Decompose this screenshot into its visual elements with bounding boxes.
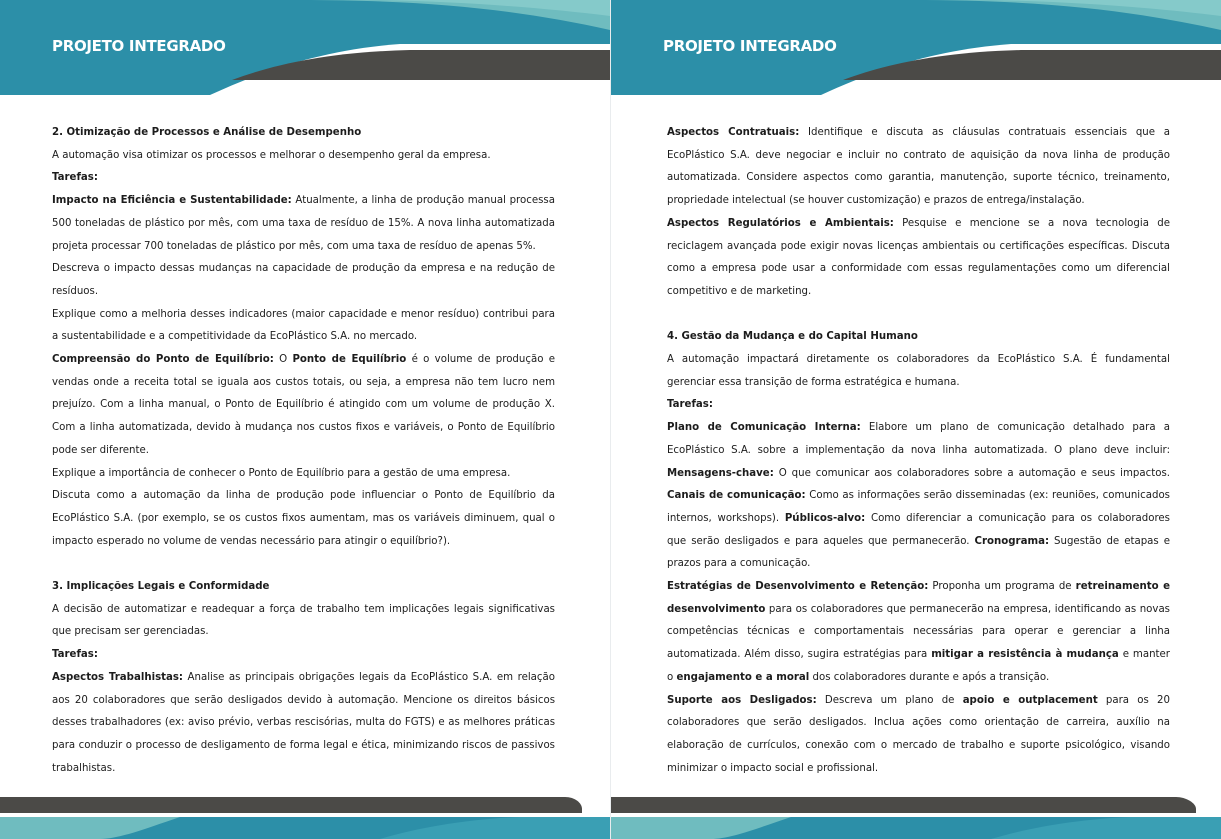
paragraph: Aspectos Contratuais: Identifique e discuta as cláusulas contratuais essenciais que a EcoPlástico S.A. deve negociar e incluir no contrato de aquisição da nova linha de produção automatizada. Considere aspectos como garantia, manutenção, suporte técnico, treinamento, propriedade intelectual (se houver customização) e prazos de entrega/instalação. [667, 127, 1170, 207]
header-title: PROJETO INTEGRADO [663, 37, 837, 55]
paragraph-spacer [52, 553, 555, 576]
paragraph: A automação impactará diretamente os colaboradores da EcoPlástico S.A. É fundamental gerenciar essa transição de forma estratégica e humana. [667, 354, 1170, 388]
page-body [667, 122, 1170, 780]
section-heading: 2. Otimização de Processos e Análise de Desempenho [52, 127, 362, 138]
tasks-label: Tarefas: [667, 399, 713, 411]
header-title: PROJETO INTEGRADO [52, 37, 226, 55]
paragraph-spacer [667, 304, 1170, 327]
section-heading: 3. Implicações Legais e Conformidade [52, 581, 270, 593]
paragraph: Aspectos Regulatórios e Ambientais: Pesquise e mencione se a nova tecnologia de reciclagem avançada pode exigir novas licenças ambientais ou certificações específicas. Discuta como a empresa pode usar a conformidade com essas regulamentações como um diferencial competitivo e de marketing. [667, 217, 1170, 297]
paragraph: Suporte aos Desligados: Descreva um plano de apoio e outplacement para os 20 colaboradores que serão desligados. Inclua ações como orientação de carreira, auxílio na elaboração de currículos, conexão com o mercado de trabalho e suporte psicológico, visando minimizar o impacto social e profissional. [667, 694, 1170, 774]
paragraph: Plano de Comunicação Interna: Elabore um plano de comunicação detalhado para a EcoPlástico S.A. sobre a implementação da nova linha automatizada. O plano deve incluir: Mensagens-chave: O que comunicar aos colaboradores sobre a automação e seus impactos. Canais de comunicação: Como as informações serão disseminadas (ex: reuniões, comunicados internos, workshops). Públicos-alvo: Como diferenciar a comunicação para os colaboradores que serão desligados e para aqueles que permanecerão. Cronograma: Sugestão de etapas e prazos para a comunicação. [667, 422, 1171, 570]
tasks-label: Tarefas: [52, 172, 98, 184]
document-page-right [611, 0, 1221, 839]
paragraph: Discuta como a automação da linha de produção pode influenciar o Ponto de Equilíbrio da EcoPlástico S.A. (por exemplo, se os custos fixos aumentam, mas os variáveis diminuem, qual o impacto esperado no volume de vendas necessário para atingir o equilíbrio?). [52, 490, 555, 547]
paragraph: Estratégias de Desenvolvimento e Retenção: Proponha um programa de retreinamento e desenvolvimento para os colaboradores que permanecerão na empresa, identificando as novas competências técnicas e comportamentais necessárias para operar e gerenciar a linha automatizada. Além disso, sugira estratégias para mitigar a resistência à mudança e manter o engajamento e a moral dos colaboradores durante e após a transição. [667, 581, 1170, 683]
paragraph: A decisão de automatizar e readequar a força de trabalho tem implicações legais significativas que precisam ser gerenciadas. [52, 603, 555, 638]
paragraph: A automação visa otimizar os processos e melhorar o desempenho geral da empresa. [52, 149, 491, 161]
paragraph: Descreva o impacto dessas mudanças na capacidade de produção da empresa e na redução de resíduos. [52, 263, 555, 297]
document-page-left [0, 0, 610, 839]
paragraph: Aspectos Trabalhistas: Analise as principais obrigações legais da EcoPlástico S.A. em relação aos 20 colaboradores que serão desligados devido à automação. Mencione os direitos básicos desses trabalhadores (ex: aviso prévio, verbas rescisórias, multa do FGTS) e as melhores práticas para conduzir o processo de desligamento de forma legal e ética, minimizando riscos de passivos trabalhistas. [52, 671, 555, 774]
page-body [52, 122, 555, 780]
tasks-label: Tarefas: [52, 649, 98, 661]
paragraph: Impacto na Eficiência e Sustentabilidade: Atualmente, a linha de produção manual processa 500 toneladas de plástico por mês, com uma taxa de resíduo de 15%. A nova linha automatizada projeta processar 700 toneladas de plástico por mês, com uma taxa de resíduo de apenas 5%. [52, 195, 555, 252]
section-heading: 4. Gestão da Mudança e do Capital Humano [667, 331, 918, 343]
paragraph: Explique a importância de conhecer o Ponto de Equilíbrio para a gestão de uma empresa. [52, 467, 511, 479]
footer-banner [0, 797, 610, 839]
paragraph: Explique como a melhoria desses indicadores (maior capacidade e menor resíduo) contribui para a sustentabilidade e a competitividade da EcoPlástico S.A. no mercado. [52, 308, 555, 343]
footer-banner [611, 797, 1221, 839]
paragraph: Compreensão do Ponto de Equilíbrio: O Ponto de Equilíbrio é o volume de produção e vendas onde a receita total se iguala aos custos totais, ou seja, a empresa não tem lucro nem prejuízo. Com a linha manual, o Ponto de Equilíbrio é atingido com um volume de produção X. Com a linha automatizada, devido à mudança nos custos fixos e variáveis, o Ponto de Equilíbrio pode ser diferente. [52, 354, 556, 456]
